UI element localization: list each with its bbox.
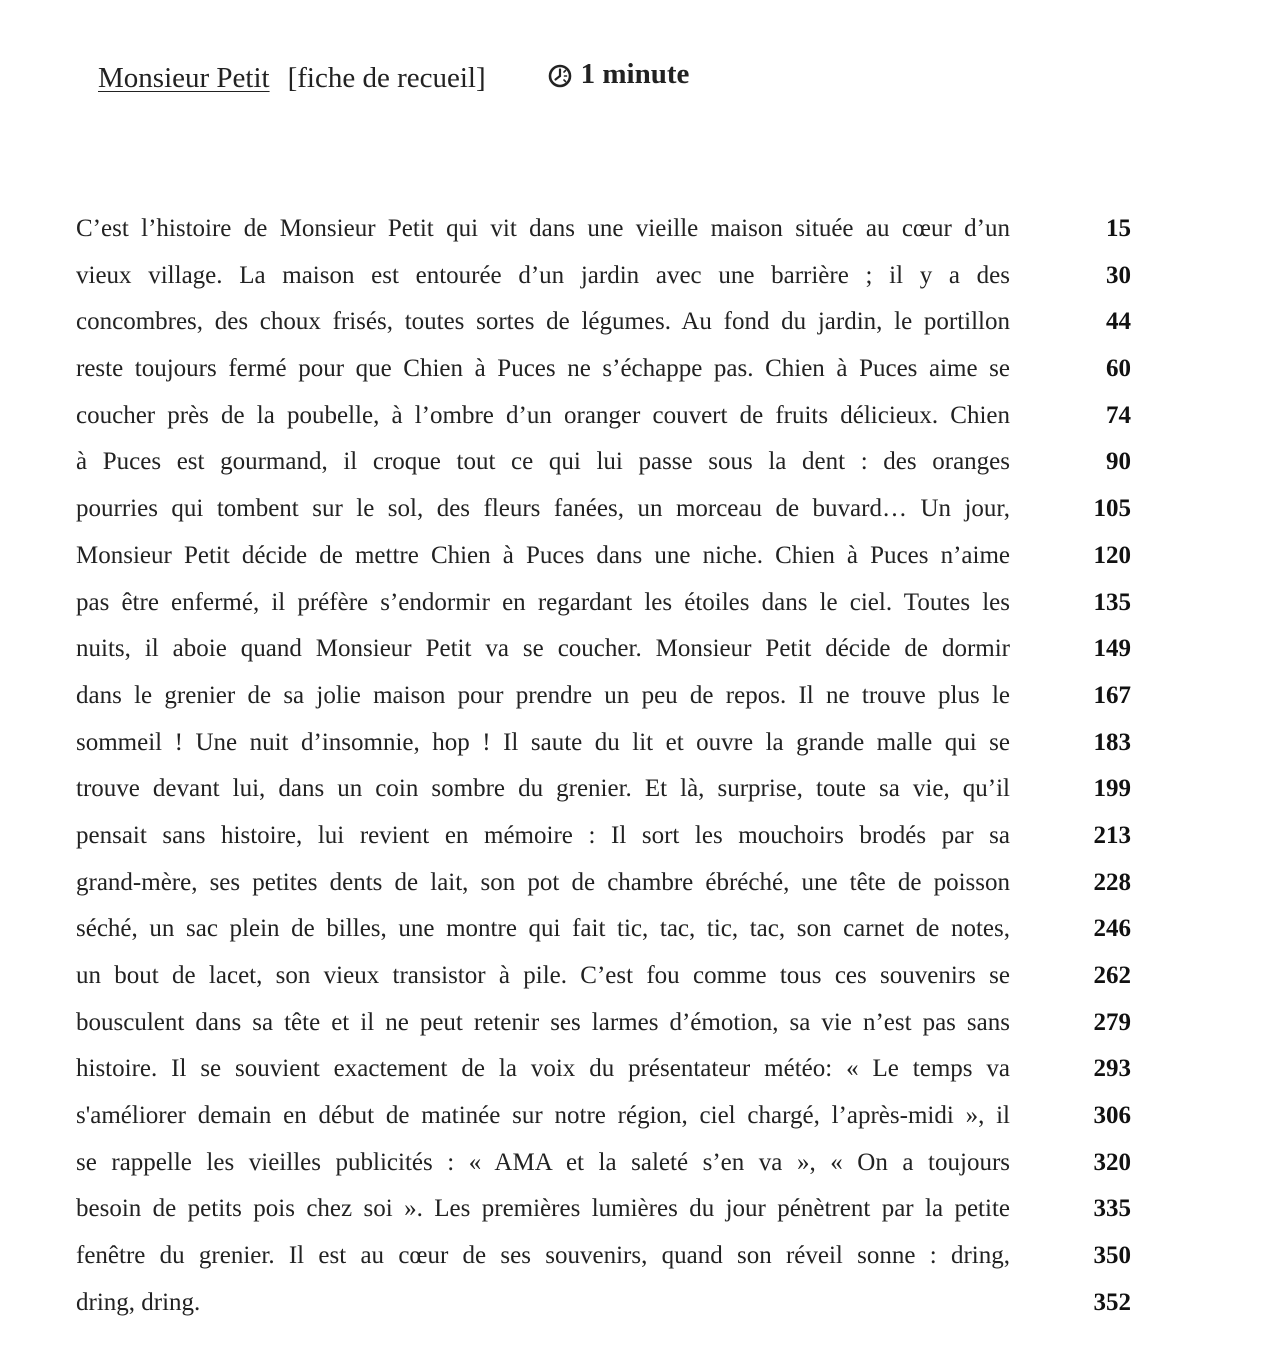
word-count: 167: [1093, 681, 1131, 709]
text-line: [76, 953, 1136, 1000]
word-count: 306: [1093, 1102, 1131, 1130]
word-count: 30: [1106, 261, 1131, 289]
line-text: Monsieur Petit décide de mettre Chien à Puces dans une niche. Chien à Puces n’aime: [76, 541, 1010, 569]
text-line: [76, 439, 1136, 486]
text-line: [76, 580, 1136, 627]
timer-label: 1 minute: [580, 58, 690, 90]
line-text: pas être enfermé, il préfère s’endormir en regardant les étoiles dans le ciel. Toutes les: [76, 588, 1010, 616]
line-text: concombres, des choux frisés, toutes sortes de légumes. Au fond du jardin, le portillon: [76, 308, 1010, 336]
timer: [548, 58, 690, 91]
line-text: histoire. Il se souvient exactement de la voix du présentateur météo: « Le temps va: [76, 1055, 1010, 1083]
text-line: [76, 720, 1136, 767]
text-line: [76, 393, 1136, 440]
line-text: grand-mère, ses petites dents de lait, son pot de chambre ébréché, une tête de poisson: [76, 868, 1010, 896]
text-line: [76, 1093, 1136, 1140]
text-line: [76, 206, 1136, 253]
line-text: dans le grenier de sa jolie maison pour prendre un peu de repos. Il ne trouve plus le: [76, 681, 1010, 709]
document-title: Monsieur Petit: [98, 61, 270, 94]
word-count: 352: [1093, 1288, 1131, 1316]
text-line: [76, 299, 1136, 346]
word-count: 183: [1093, 728, 1131, 756]
document-header: [98, 58, 689, 98]
word-count: 228: [1093, 868, 1131, 896]
word-count: 320: [1093, 1148, 1131, 1176]
text-line: [76, 1186, 1136, 1233]
word-count: 199: [1093, 775, 1131, 803]
line-text: reste toujours fermé pour que Chien à Puces ne s’échappe pas. Chien à Puces aime se: [76, 355, 1010, 383]
word-count: 350: [1093, 1242, 1131, 1270]
line-text: fenêtre du grenier. Il est au cœur de ses souvenirs, quand son réveil sonne : dring,: [76, 1242, 1010, 1270]
text-line: [76, 673, 1136, 720]
document-subtitle: [fiche de recueil]: [287, 61, 486, 94]
text-line: [76, 533, 1136, 580]
line-text: se rappelle les vieilles publicités : « AMA et la saleté s’en va », « On a toujours: [76, 1148, 1010, 1176]
word-count: 149: [1093, 635, 1131, 663]
line-text: trouve devant lui, dans un coin sombre du grenier. Et là, surprise, toute sa vie, qu’il: [76, 775, 1010, 803]
text-line: [76, 626, 1136, 673]
word-count: 74: [1106, 401, 1131, 429]
clock-icon: [548, 64, 572, 88]
word-count: 15: [1106, 215, 1131, 242]
word-count: 135: [1093, 588, 1131, 616]
reading-text: [76, 206, 1136, 1327]
word-count: 90: [1106, 448, 1131, 476]
line-text: dring, dring.: [76, 1288, 201, 1316]
line-text: vieux village. La maison est entourée d’un jardin avec une barrière ; il y a des: [76, 261, 1010, 289]
text-line: [76, 253, 1136, 300]
word-count: 213: [1093, 821, 1131, 849]
text-line: [76, 813, 1136, 860]
text-line: [76, 1140, 1136, 1187]
line-text: C’est l’histoire de Monsieur Petit qui vit dans une vieille maison située au cœur d’un: [76, 215, 1010, 242]
line-text: séché, un sac plein de billes, une montre qui fait tic, tac, tic, tac, son carnet de notes,: [76, 915, 1010, 943]
word-count: 262: [1093, 962, 1131, 989]
text-line: [76, 1280, 1136, 1327]
word-count: 120: [1093, 541, 1131, 569]
word-count: 246: [1093, 915, 1131, 943]
line-text: bousculent dans sa tête et il ne peut retenir ses larmes d’émotion, sa vie n’est pas sans: [76, 1008, 1010, 1036]
line-text: s'améliorer demain en début de matinée sur notre région, ciel chargé, l’après-midi », il: [76, 1102, 1010, 1130]
line-text: besoin de petits pois chez soi ». Les premières lumières du jour pénètrent par la petite: [76, 1195, 1010, 1223]
text-line: [76, 906, 1136, 953]
line-text: à Puces est gourmand, il croque tout ce qui lui passe sous la dent : des oranges: [76, 448, 1010, 476]
word-count: 335: [1093, 1195, 1131, 1223]
text-line: [76, 1233, 1136, 1280]
word-count: 293: [1093, 1055, 1131, 1083]
line-text: coucher près de la poubelle, à l’ombre d’un oranger couvert de fruits délicieux. Chien: [76, 401, 1010, 429]
word-count: 279: [1093, 1008, 1131, 1036]
line-text: pensait sans histoire, lui revient en mémoire : Il sort les mouchoirs brodés par sa: [76, 821, 1010, 849]
line-text: nuits, il aboie quand Monsieur Petit va se coucher. Monsieur Petit décide de dormir: [76, 635, 1010, 663]
text-line: [76, 1046, 1136, 1093]
word-count: 60: [1106, 355, 1131, 383]
word-count: 105: [1093, 495, 1131, 523]
line-text: sommeil ! Une nuit d’insomnie, hop ! Il saute du lit et ouvre la grande malle qui se: [76, 728, 1010, 756]
line-text: pourries qui tombent sur le sol, des fleurs fanées, un morceau de buvard… Un jour,: [76, 495, 1010, 523]
text-line: [76, 766, 1136, 813]
text-line: [76, 346, 1136, 393]
text-line: [76, 860, 1136, 907]
word-count: 44: [1106, 308, 1131, 336]
line-text: un bout de lacet, son vieux transistor à pile. C’est fou comme tous ces souvenirs se: [76, 962, 1010, 989]
text-line: [76, 1000, 1136, 1047]
text-line: [76, 486, 1136, 533]
